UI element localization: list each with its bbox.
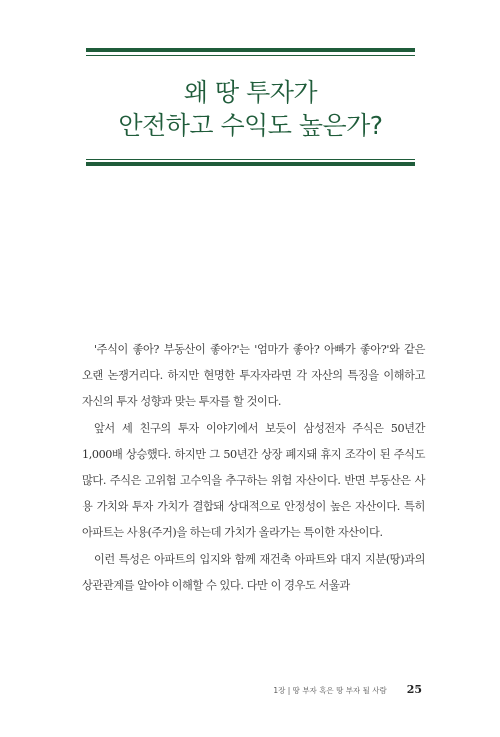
chapter-title <box>86 76 415 142</box>
paragraph: 앞서 세 친구의 투자 이야기에서 보듯이 삼성전자 주식은 50년간 1,000배 상승했다. 하지만 그 50년간 상장 폐지돼 휴지 조각이 된 주식도 많다. 주식은 고위험 고수익을 추구하는 위험 자산이다. 반면 부동산은 사용 가치와 투자 가치가 결합돼 상대적으로 안정성이 높은 자산이다. 특히 아파트는 사용(주거)을 하는데 가치가 올라가는 특이한 자산이다. <box>82 421 425 540</box>
paragraph: '주식이 좋아? 부동산이 좋아?'는 '엄마가 좋아? 아빠가 좋아?'와 같은 오랜 논쟁거리다. 하지만 현명한 투자자라면 각 자산의 특징을 이해하고 자신의 투자 성향과 맞는 투자를 할 것이다. <box>82 343 425 409</box>
page-footer <box>273 683 422 696</box>
page-number: 25 <box>406 683 422 696</box>
running-head: 1장 | 땅 부자 혹은 땅 부자 될 사람 <box>273 686 387 695</box>
chapter-title-line-2: 안전하고 수익도 높은가? <box>118 111 383 140</box>
top-thin-rule <box>86 55 415 56</box>
chapter-title-line-1: 왜 땅 투자가 <box>183 78 318 107</box>
body-text <box>82 337 425 599</box>
paragraph: 이런 특성은 아파트의 입지와 함께 재건축 아파트와 대지 지분(땅)과의 상관관계를 알아야 이해할 수 있다. 다만 이 경우도 서울과 <box>82 552 425 592</box>
bottom-thick-rule <box>86 162 415 166</box>
top-thick-rule <box>86 48 415 52</box>
bottom-thin-rule <box>86 159 415 160</box>
